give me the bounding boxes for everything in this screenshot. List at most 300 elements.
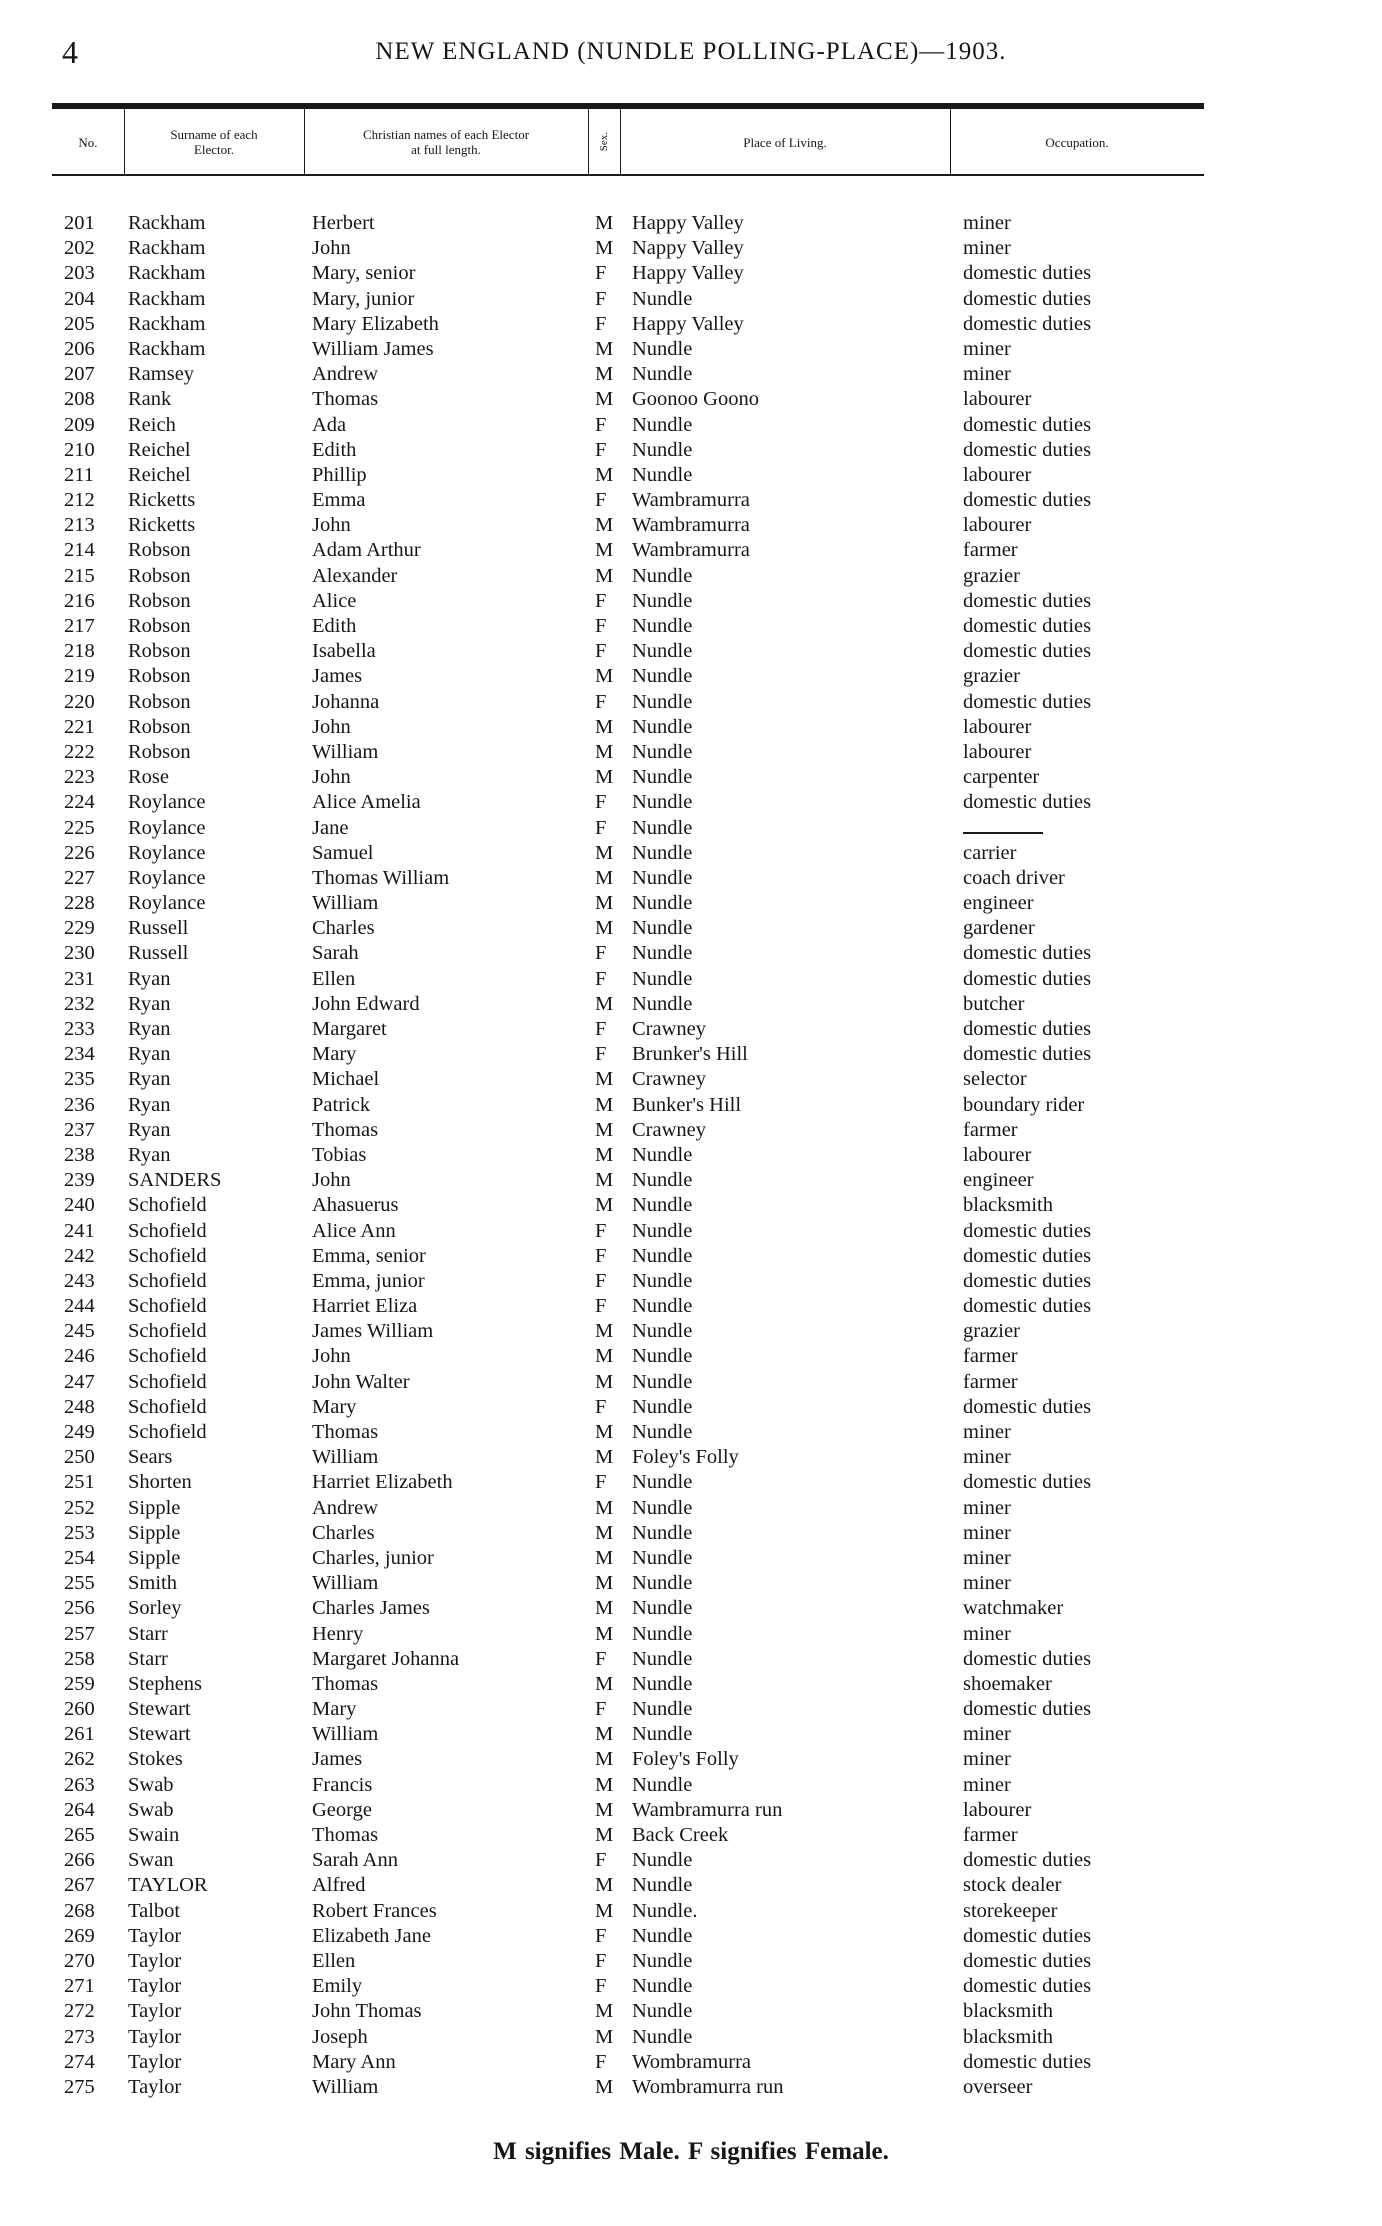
elector-sex: F	[595, 1949, 607, 1972]
elector-occupation: coach driver	[963, 866, 1065, 889]
elector-sex: F	[595, 312, 607, 335]
elector-surname: Rackham	[128, 287, 206, 310]
table-row	[0, 463, 1382, 488]
elector-christian-names: Herbert	[312, 212, 375, 234]
blank-dash	[963, 832, 1043, 834]
elector-sex: F	[595, 816, 607, 839]
elector-surname: Taylor	[128, 1924, 182, 1947]
elector-surname: Ricketts	[128, 489, 196, 512]
elector-surname: Russell	[128, 917, 189, 940]
elector-surname: Rose	[128, 766, 169, 789]
elector-surname: Ryan	[128, 1018, 171, 1040]
elector-occupation: overseer	[963, 2075, 1033, 2098]
elector-sex: M	[595, 564, 614, 587]
table-row	[0, 1899, 1382, 1924]
elector-sex: M	[595, 1194, 614, 1217]
elector-sex: F	[595, 413, 607, 436]
elector-place-of-living: Goonoo Goono	[632, 388, 759, 411]
elector-place-of-living: Nundle	[632, 1395, 693, 1418]
elector-sex: F	[595, 615, 607, 637]
table-row	[0, 337, 1382, 362]
elector-occupation: domestic duties	[963, 1975, 1092, 1998]
table-row	[0, 1496, 1382, 1521]
elector-occupation: domestic duties	[963, 589, 1092, 612]
elector-sex: M	[595, 841, 614, 864]
elector-number: 202	[64, 237, 95, 260]
elector-sex: M	[595, 1672, 614, 1695]
elector-sex: F	[595, 1647, 607, 1670]
elector-number: 221	[64, 715, 95, 738]
elector-surname: Robson	[128, 690, 191, 713]
elector-sex: F	[595, 1395, 607, 1418]
table-row	[0, 1445, 1382, 1470]
elector-occupation: storekeeper	[963, 1899, 1058, 1922]
column-header-christian	[304, 112, 588, 172]
elector-number: 263	[64, 1773, 95, 1796]
column-header-surname	[124, 112, 304, 172]
elector-surname: Schofield	[128, 1421, 207, 1443]
elector-number: 256	[64, 1597, 95, 1620]
table-row	[0, 664, 1382, 689]
elector-occupation: stock dealer	[963, 1874, 1062, 1897]
elector-sex: M	[595, 2075, 614, 2098]
elector-occupation: miner	[963, 212, 1011, 234]
table-row	[0, 1395, 1382, 1420]
table-row	[0, 488, 1382, 513]
elector-place-of-living: Bunker's Hill	[632, 1093, 742, 1116]
table-row	[0, 261, 1382, 286]
elector-sex: M	[595, 212, 614, 234]
elector-surname: Swab	[128, 1773, 174, 1796]
elector-occupation: labourer	[963, 514, 1032, 537]
column-header-christian-line2: at full length.	[411, 142, 481, 157]
elector-occupation: farmer	[963, 1345, 1018, 1368]
elector-surname: Swain	[128, 1824, 180, 1846]
elector-number: 261	[64, 1723, 95, 1746]
elector-christian-names: Emily	[312, 1975, 363, 1998]
elector-occupation: domestic duties	[963, 1244, 1092, 1267]
elector-sex: F	[595, 690, 607, 713]
table-row	[0, 992, 1382, 1017]
elector-surname: Roylance	[128, 892, 206, 915]
elector-surname: Stokes	[128, 1748, 183, 1771]
elector-sex: M	[595, 1320, 614, 1343]
elector-occupation: domestic duties	[963, 1698, 1092, 1721]
elector-christian-names: Francis	[312, 1773, 373, 1796]
elector-number: 205	[64, 312, 95, 335]
elector-place-of-living: Wambramurra	[632, 539, 750, 562]
elector-surname: Talbot	[128, 1899, 181, 1922]
elector-number: 207	[64, 363, 95, 386]
elector-occupation: domestic duties	[963, 1949, 1092, 1972]
elector-surname: Swab	[128, 1798, 174, 1821]
elector-christian-names: Phillip	[312, 463, 367, 486]
elector-number: 275	[64, 2075, 95, 2098]
elector-place-of-living: Nundle	[632, 1874, 693, 1897]
elector-sex: F	[595, 489, 607, 512]
elector-surname: Rackham	[128, 262, 206, 285]
elector-sex: M	[595, 514, 614, 537]
elector-number: 236	[64, 1093, 95, 1116]
elector-number: 274	[64, 2050, 95, 2073]
elector-occupation: farmer	[963, 1370, 1018, 1393]
elector-number: 258	[64, 1647, 95, 1670]
table-row	[0, 1219, 1382, 1244]
elector-sex: F	[595, 967, 607, 990]
elector-sex: F	[595, 791, 607, 814]
table-row	[0, 1823, 1382, 1848]
table-row	[0, 1647, 1382, 1672]
table-row	[0, 1344, 1382, 1369]
elector-sex: M	[595, 715, 614, 738]
elector-number: 220	[64, 690, 95, 713]
table-row	[0, 1622, 1382, 1647]
elector-place-of-living: Wambramurra	[632, 514, 750, 537]
elector-occupation: farmer	[963, 539, 1018, 562]
table-row	[0, 1244, 1382, 1269]
elector-christian-names: Emma, junior	[312, 1269, 425, 1292]
elector-place-of-living: Nundle	[632, 1546, 693, 1569]
elector-surname: Ryan	[128, 992, 171, 1015]
elector-surname: Schofield	[128, 1244, 207, 1267]
elector-number: 233	[64, 1018, 95, 1040]
table-row	[0, 211, 1382, 236]
elector-surname: Taylor	[128, 1975, 182, 1998]
elector-surname: Taylor	[128, 2075, 182, 2098]
column-header-place: Place of Living.	[743, 134, 827, 150]
elector-sex: M	[595, 1118, 614, 1141]
elector-christian-names: John Thomas	[312, 2000, 422, 2023]
header-rule-top	[52, 103, 1204, 109]
elector-occupation: domestic duties	[963, 2050, 1092, 2073]
elector-place-of-living: Nundle	[632, 690, 693, 713]
table-row	[0, 1370, 1382, 1395]
elector-sex: M	[595, 1572, 614, 1595]
elector-surname: Robson	[128, 740, 191, 763]
elector-sex: M	[595, 1899, 614, 1922]
elector-occupation: domestic duties	[963, 690, 1092, 713]
elector-surname: Robson	[128, 665, 191, 688]
elector-number: 218	[64, 640, 95, 663]
elector-number: 226	[64, 841, 95, 864]
table-row	[0, 690, 1382, 715]
elector-number: 266	[64, 1849, 95, 1872]
elector-christian-names: Elizabeth Jane	[312, 1924, 431, 1947]
elector-place-of-living: Wambramurra	[632, 489, 750, 512]
elector-surname: Ryan	[128, 1118, 171, 1141]
elector-place-of-living: Nundle	[632, 1244, 693, 1267]
elector-sex: F	[595, 1975, 607, 1998]
elector-number: 239	[64, 1169, 95, 1192]
elector-number: 212	[64, 489, 95, 512]
elector-sex: M	[595, 1143, 614, 1166]
elector-number: 208	[64, 388, 95, 411]
elector-number: 273	[64, 2025, 95, 2048]
elector-sex: M	[595, 1345, 614, 1368]
elector-place-of-living: Nundle	[632, 766, 693, 789]
column-header-sex: Sex.	[597, 132, 610, 152]
elector-number: 230	[64, 942, 95, 965]
elector-surname: Taylor	[128, 2000, 182, 2023]
elector-sex: M	[595, 1421, 614, 1443]
table-row	[0, 816, 1382, 841]
elector-number: 238	[64, 1143, 95, 1166]
elector-place-of-living: Nundle	[632, 413, 693, 436]
elector-number: 270	[64, 1949, 95, 1972]
elector-sex: M	[595, 1773, 614, 1796]
elector-sex: M	[595, 1874, 614, 1897]
elector-occupation: domestic duties	[963, 287, 1092, 310]
electors-list	[0, 211, 1382, 2100]
elector-place-of-living: Nundle	[632, 1949, 693, 1972]
elector-place-of-living: Nundle	[632, 2025, 693, 2048]
elector-number: 267	[64, 1874, 95, 1897]
elector-surname: Roylance	[128, 866, 206, 889]
elector-christian-names: Emma	[312, 489, 366, 512]
table-row	[0, 2075, 1382, 2100]
elector-number: 255	[64, 1572, 95, 1595]
elector-place-of-living: Nundle	[632, 1219, 693, 1242]
elector-occupation: domestic duties	[963, 1395, 1092, 1418]
elector-place-of-living: Nundle	[632, 1521, 693, 1544]
elector-place-of-living: Nundle	[632, 1345, 693, 1368]
elector-christian-names: John	[312, 1169, 351, 1192]
elector-christian-names: John Walter	[312, 1370, 410, 1393]
column-header-surname-line2: Elector.	[193, 142, 235, 157]
elector-christian-names: Mary Ann	[312, 2050, 396, 2073]
elector-number: 248	[64, 1395, 95, 1418]
elector-occupation: miner	[963, 1748, 1011, 1771]
elector-number: 264	[64, 1798, 95, 1821]
table-row	[0, 639, 1382, 664]
elector-occupation: domestic duties	[963, 1295, 1092, 1318]
elector-christian-names: Sarah Ann	[312, 1849, 398, 1872]
elector-sex: M	[595, 2000, 614, 2023]
elector-christian-names: Edith	[312, 438, 357, 461]
elector-surname: Ryan	[128, 967, 171, 990]
elector-christian-names: Charles James	[312, 1597, 430, 1620]
elector-surname: Russell	[128, 942, 189, 965]
elector-christian-names: John	[312, 715, 351, 738]
table-row	[0, 1873, 1382, 1898]
elector-christian-names: Margaret	[312, 1018, 387, 1040]
table-row	[0, 1924, 1382, 1949]
elector-number: 209	[64, 413, 95, 436]
elector-number: 216	[64, 589, 95, 612]
elector-surname: Ricketts	[128, 514, 196, 537]
elector-number: 253	[64, 1521, 95, 1544]
elector-surname: Swan	[128, 1849, 174, 1872]
elector-place-of-living: Nundle	[632, 1169, 693, 1192]
elector-christian-names: Joseph	[312, 2025, 368, 2048]
elector-sex: F	[595, 1849, 607, 1872]
elector-occupation: domestic duties	[963, 262, 1092, 285]
table-row	[0, 287, 1382, 312]
elector-place-of-living: Nundle	[632, 438, 693, 461]
table-row	[0, 1798, 1382, 1823]
table-row	[0, 1319, 1382, 1344]
elector-occupation: miner	[963, 363, 1011, 386]
elector-occupation: domestic duties	[963, 1219, 1092, 1242]
elector-occupation: domestic duties	[963, 489, 1092, 512]
table-row	[0, 1118, 1382, 1143]
elector-sex: F	[595, 438, 607, 461]
elector-occupation: domestic duties	[963, 1471, 1092, 1494]
elector-number: 224	[64, 791, 95, 814]
table-row	[0, 1042, 1382, 1067]
elector-place-of-living: Nundle	[632, 1975, 693, 1998]
elector-number: 245	[64, 1320, 95, 1343]
elector-occupation: domestic duties	[963, 438, 1092, 461]
table-row	[0, 1546, 1382, 1571]
elector-place-of-living: Nundle	[632, 1370, 693, 1393]
elector-number: 272	[64, 2000, 95, 2023]
elector-surname: Stephens	[128, 1672, 203, 1695]
elector-sex: M	[595, 2025, 614, 2048]
elector-occupation: blacksmith	[963, 2000, 1053, 2023]
elector-christian-names: Alice Amelia	[312, 791, 421, 814]
table-row	[0, 1193, 1382, 1218]
elector-place-of-living: Nundle	[632, 287, 693, 310]
elector-place-of-living: Nundle	[632, 363, 693, 386]
elector-occupation: blacksmith	[963, 2025, 1053, 2048]
elector-surname: Rackham	[128, 212, 206, 234]
elector-christian-names: Mary	[312, 1698, 357, 1721]
elector-christian-names: Alice	[312, 589, 357, 612]
elector-christian-names: Patrick	[312, 1093, 371, 1116]
elector-christian-names: Thomas	[312, 1672, 379, 1695]
elector-surname: Taylor	[128, 2025, 182, 2048]
table-row	[0, 614, 1382, 639]
elector-number: 201	[64, 212, 95, 234]
elector-sex: F	[595, 1018, 607, 1040]
elector-place-of-living: Nundle	[632, 816, 693, 839]
table-row	[0, 1294, 1382, 1319]
elector-christian-names: Robert Frances	[312, 1899, 437, 1922]
elector-sex: M	[595, 892, 614, 915]
header-rule-bottom	[52, 174, 1204, 176]
table-row	[0, 2050, 1382, 2075]
elector-surname: Starr	[128, 1622, 168, 1645]
elector-surname: Sipple	[128, 1546, 181, 1569]
elector-number: 231	[64, 967, 95, 990]
elector-place-of-living: Nundle	[632, 1496, 693, 1519]
elector-number: 219	[64, 665, 95, 688]
elector-occupation: miner	[963, 1521, 1011, 1544]
elector-occupation: domestic duties	[963, 791, 1092, 814]
page-number: 4	[62, 34, 78, 70]
elector-christian-names: Thomas	[312, 1118, 379, 1141]
elector-occupation: engineer	[963, 1169, 1034, 1192]
elector-place-of-living: Nundle	[632, 740, 693, 763]
elector-occupation: miner	[963, 1496, 1011, 1519]
elector-place-of-living: Nundle	[632, 1622, 693, 1645]
elector-occupation: miner	[963, 1622, 1011, 1645]
elector-place-of-living: Nundle	[632, 715, 693, 738]
elector-occupation: domestic duties	[963, 615, 1092, 637]
elector-place-of-living: Nundle	[632, 1773, 693, 1796]
elector-surname: Roylance	[128, 791, 206, 814]
elector-sex: M	[595, 1068, 614, 1091]
elector-christian-names: Harriet Eliza	[312, 1295, 418, 1318]
elector-christian-names: George	[312, 1798, 372, 1821]
elector-sex: F	[595, 1043, 607, 1066]
elector-number: 206	[64, 337, 95, 360]
elector-surname: Roylance	[128, 816, 206, 839]
elector-place-of-living: Nundle	[632, 589, 693, 612]
elector-place-of-living: Foley's Folly	[632, 1446, 739, 1469]
elector-place-of-living: Nundle	[632, 1194, 693, 1217]
elector-christian-names: Thomas	[312, 1421, 379, 1443]
elector-occupation: shoemaker	[963, 1672, 1052, 1695]
elector-surname: Schofield	[128, 1269, 207, 1292]
elector-occupation: domestic duties	[963, 1849, 1092, 1872]
elector-christian-names: William	[312, 892, 379, 915]
elector-christian-names: James	[312, 1748, 363, 1771]
table-row	[0, 1848, 1382, 1873]
elector-occupation: grazier	[963, 665, 1020, 688]
elector-surname: Reichel	[128, 463, 191, 486]
elector-place-of-living: Nundle	[632, 640, 693, 663]
elector-surname: Schofield	[128, 1320, 207, 1343]
elector-number: 265	[64, 1824, 95, 1846]
elector-surname: Robson	[128, 589, 191, 612]
elector-christian-names: Charles	[312, 917, 375, 940]
elector-place-of-living: Nundle	[632, 615, 693, 637]
table-row	[0, 1722, 1382, 1747]
elector-number: 229	[64, 917, 95, 940]
elector-christian-names: William James	[312, 337, 434, 360]
table-row	[0, 413, 1382, 438]
elector-surname: Rackham	[128, 337, 206, 360]
elector-place-of-living: Nundle	[632, 1924, 693, 1947]
elector-number: 244	[64, 1295, 95, 1318]
elector-sex: F	[595, 589, 607, 612]
elector-number: 211	[64, 463, 94, 486]
table-row	[0, 1672, 1382, 1697]
elector-place-of-living: Nundle	[632, 1647, 693, 1670]
elector-number: 247	[64, 1370, 95, 1393]
elector-surname: Schofield	[128, 1194, 207, 1217]
elector-sex: F	[595, 2050, 607, 2073]
elector-christian-names: Alice Ann	[312, 1219, 396, 1242]
elector-christian-names: Mary Elizabeth	[312, 312, 439, 335]
table-row	[0, 765, 1382, 790]
elector-occupation: butcher	[963, 992, 1025, 1015]
elector-occupation: domestic duties	[963, 640, 1092, 663]
elector-surname: Sipple	[128, 1496, 181, 1519]
table-row	[0, 1571, 1382, 1596]
table-row	[0, 1017, 1382, 1042]
elector-sex: M	[595, 1521, 614, 1544]
elector-number: 213	[64, 514, 95, 537]
elector-place-of-living: Back Creek	[632, 1824, 729, 1846]
table-row	[0, 362, 1382, 387]
elector-occupation: watchmaker	[963, 1597, 1064, 1620]
table-row	[0, 2025, 1382, 2050]
elector-place-of-living: Nundle	[632, 564, 693, 587]
elector-sex: F	[595, 287, 607, 310]
column-header-no: No.	[78, 134, 98, 150]
elector-number: 259	[64, 1672, 95, 1695]
elector-occupation: labourer	[963, 388, 1032, 411]
elector-surname: Sorley	[128, 1597, 182, 1620]
elector-occupation: miner	[963, 337, 1011, 360]
elector-surname: Reichel	[128, 438, 191, 461]
elector-sex: M	[595, 1370, 614, 1393]
elector-christian-names: Alfred	[312, 1874, 366, 1897]
table-row	[0, 1269, 1382, 1294]
